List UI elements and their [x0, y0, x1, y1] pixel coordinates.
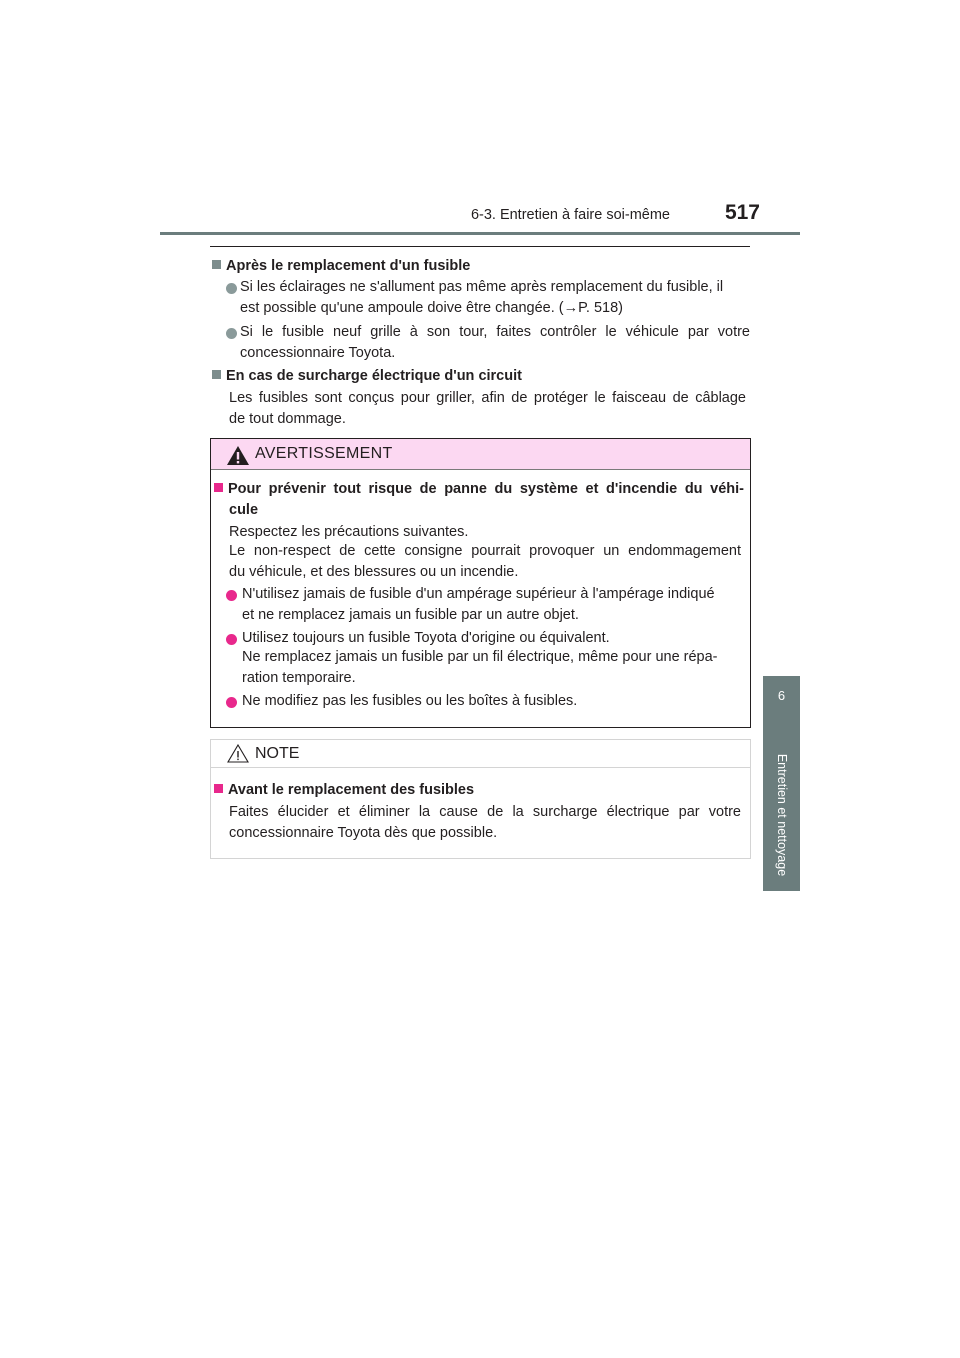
round-bullet-icon [226, 328, 237, 339]
square-bullet-icon [212, 260, 221, 269]
warning-bullet-line: Ne remplacez jamais un fusible par un fil électrique, même pour une répa- [242, 649, 718, 665]
square-bullet-icon [214, 784, 223, 793]
warning-title: AVERTISSEMENT [255, 445, 393, 462]
header-rule [160, 232, 800, 235]
warning-bullet-line: N'utilisez jamais de fusible d'un ampérage supérieur à l'ampérage indiqué [242, 586, 715, 602]
section-heading-overload [212, 366, 522, 387]
warning-triangle-icon [227, 446, 249, 465]
paragraph-line: Les fusibles sont conçus pour griller, afin de protéger le faisceau de câblage [229, 390, 746, 406]
bullet-line: Si les éclairages ne s'allument pas même après remplacement du fusible, il [240, 279, 724, 295]
warning-bullet-line: ration temporaire. [242, 670, 356, 686]
chapter-label: Entretien et nettoyage [775, 753, 789, 876]
chapter-number: 6 [777, 688, 786, 703]
warning-heading-text: Pour prévenir tout risque de panne du système et d'incendie du véhi- [228, 481, 744, 497]
page-number: 517 [724, 201, 760, 224]
note-title: NOTE [255, 745, 300, 762]
note-paragraph-line: Faites élucider et éliminer la cause de la surcharge électrique par votre [229, 804, 741, 820]
note-paragraph-line: concessionnaire Toyota dès que possible. [229, 825, 498, 841]
bullet-line: concessionnaire Toyota. [240, 345, 396, 361]
warning-paragraph: du véhicule, et des blessures ou un incendie. [229, 564, 519, 580]
warning-bullet-line: Utilisez toujours un fusible Toyota d'origine ou équivalent. [242, 630, 610, 646]
note-heading-text: Avant le remplacement des fusibles [228, 782, 475, 798]
bullet-line: est possible qu'une ampoule doive être changée. (→P. 518) [240, 300, 623, 316]
round-bullet-icon [226, 590, 237, 601]
warning-paragraph: Le non-respect de cette consigne pourrait provoquer un endommagement [229, 543, 741, 559]
bullet-line: Si le fusible neuf grille à son tour, faites contrôler le véhicule par votre [240, 324, 750, 340]
note-heading [214, 780, 474, 801]
warning-bullet-line: Ne modifiez pas les fusibles ou les boîtes à fusibles. [242, 693, 578, 709]
round-bullet-icon [226, 634, 237, 645]
warning-paragraph: Respectez les précautions suivantes. [229, 524, 469, 540]
paragraph-line: de tout dommage. [229, 411, 346, 427]
square-bullet-icon [214, 483, 223, 492]
warning-bullet-line: et ne remplacez jamais un fusible par un autre objet. [242, 607, 579, 623]
round-bullet-icon [226, 697, 237, 708]
section-title: 6-3. Entretien à faire soi-même [470, 207, 670, 223]
section-heading-text: En cas de surcharge électrique d'un circuit [226, 368, 522, 384]
round-bullet-icon [226, 283, 237, 294]
caution-triangle-icon [227, 744, 249, 763]
section-heading-after-replacement [212, 256, 470, 277]
square-bullet-icon [212, 370, 221, 379]
chapter-label-wrap [770, 742, 794, 887]
warning-heading-line: cule [229, 502, 259, 518]
content-top-rule [210, 246, 750, 247]
section-heading-text: Après le remplacement d'un fusible [226, 258, 471, 274]
warning-heading-line [214, 479, 744, 500]
